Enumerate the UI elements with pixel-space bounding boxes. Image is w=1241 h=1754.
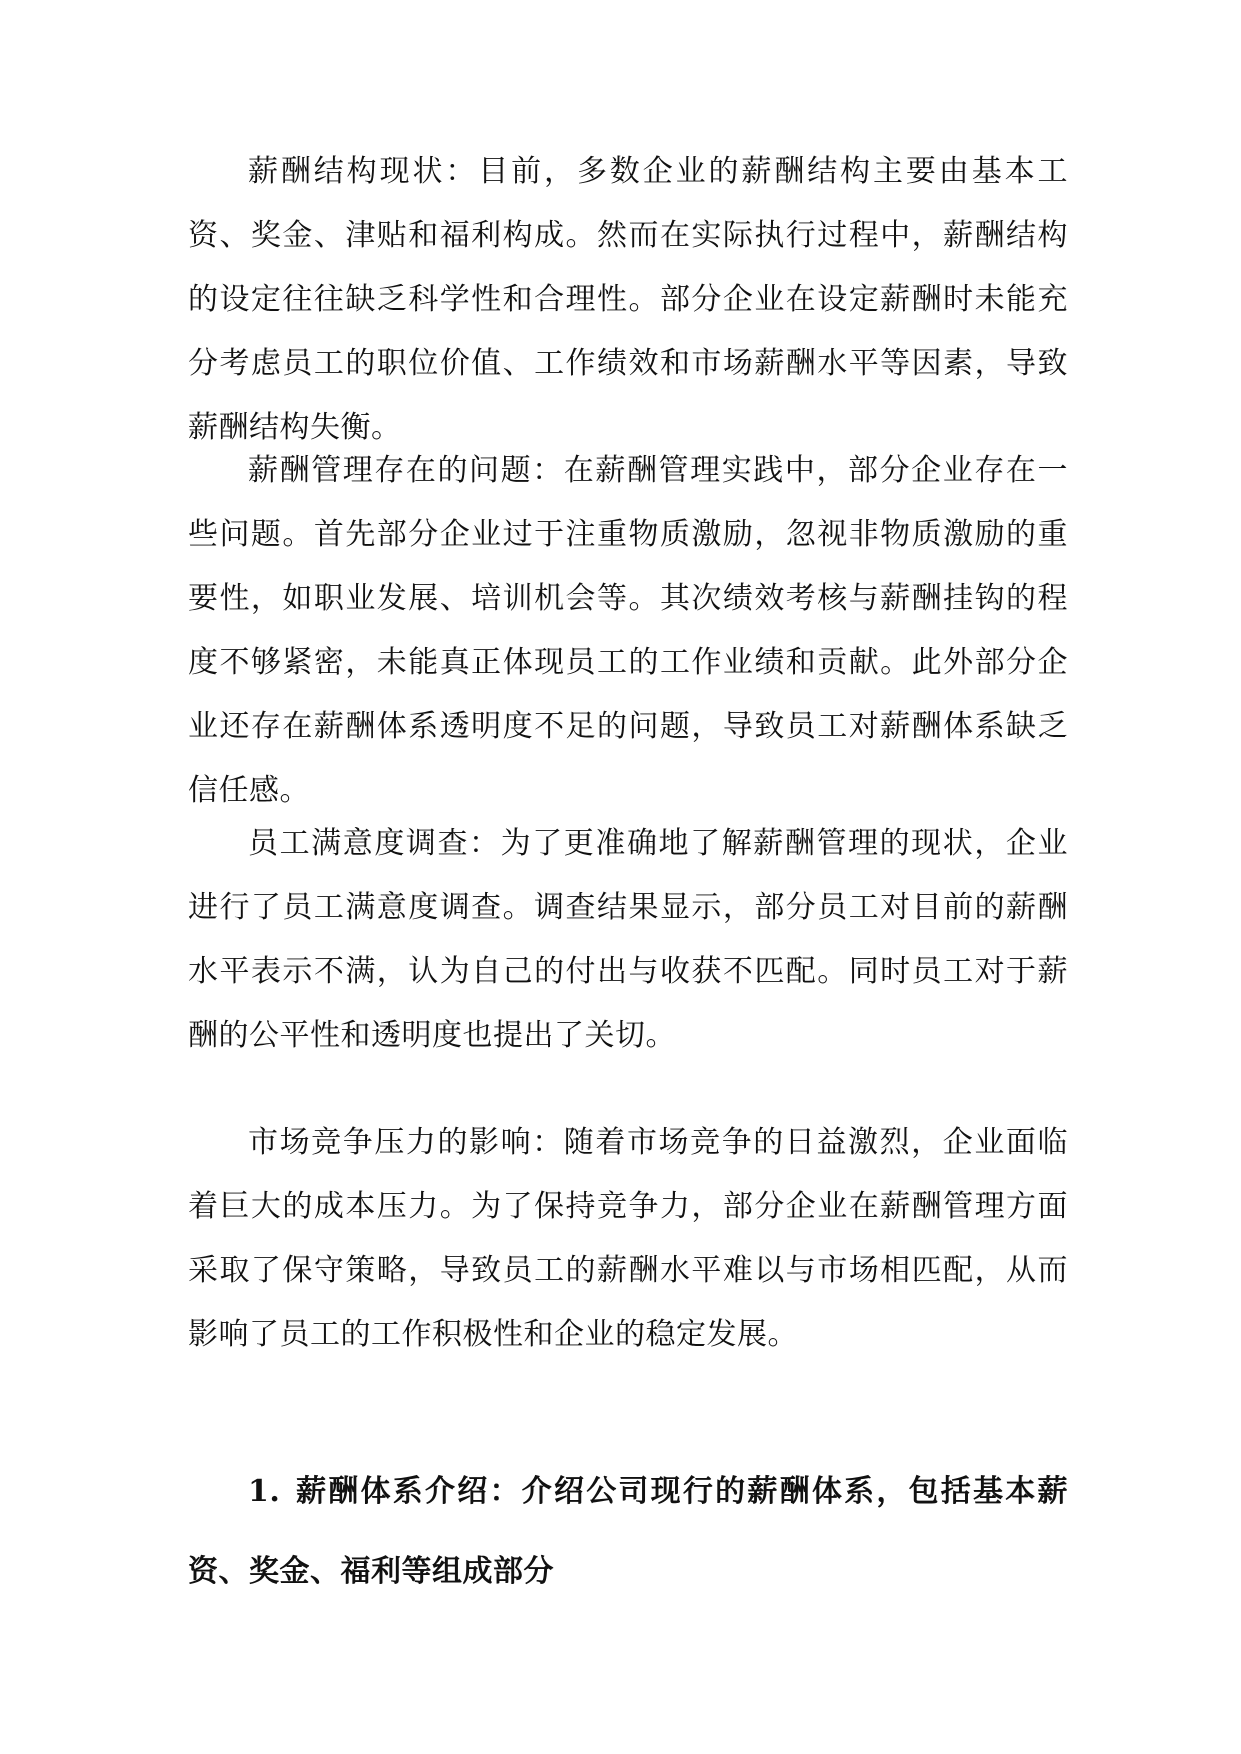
heading-text: 薪酬体系介绍：介绍公司现行的薪酬体系，包括基本薪资、奖金、福利等组成部分 bbox=[188, 1474, 1068, 1589]
paragraph-satisfaction-survey: 员工满意度调查：为了更准确地了解薪酬管理的现状，企业进行了员工满意度调查。调查结果显示，部分员工对目前的薪酬水平表示不满，认为自己的付出与收获不匹配。同时员工对于薪酬的公平性和透明度也提出了关切。 bbox=[188, 826, 1068, 1053]
paragraph-salary-structure: 薪酬结构现状：目前，多数企业的薪酬结构主要由基本工资、奖金、津贴和福利构成。然而在实际执行过程中，薪酬结构的设定往往缺乏科学性和合理性。部分企业在设定薪酬时未能充分考虑员工的职位价值、工作绩效和市场薪酬水平等因素，导致薪酬结构失衡。 bbox=[188, 154, 1068, 445]
paragraph-market-pressure: 市场竞争压力的影响：随着市场竞争的日益激烈，企业面临着巨大的成本压力。为了保持竞争力，部分企业在薪酬管理方面采取了保守策略，导致员工的薪酬水平难以与市场相匹配，从而影响了员工的工作积极性和企业的稳定发展。 bbox=[188, 1125, 1068, 1352]
section-heading bbox=[188, 1452, 1068, 1612]
heading-number: 1. bbox=[248, 1474, 281, 1509]
paragraph-management-problems: 薪酬管理存在的问题：在薪酬管理实践中，部分企业存在一些问题。首先部分企业过于注重物质激励，忽视非物质激励的重要性，如职业发展、培训机会等。其次绩效考核与薪酬挂钩的程度不够紧密，未能真正体现员工的工作业绩和贡献。此外部分企业还存在薪酬体系透明度不足的问题，导致员工对薪酬体系缺乏信任感。 bbox=[188, 453, 1068, 808]
